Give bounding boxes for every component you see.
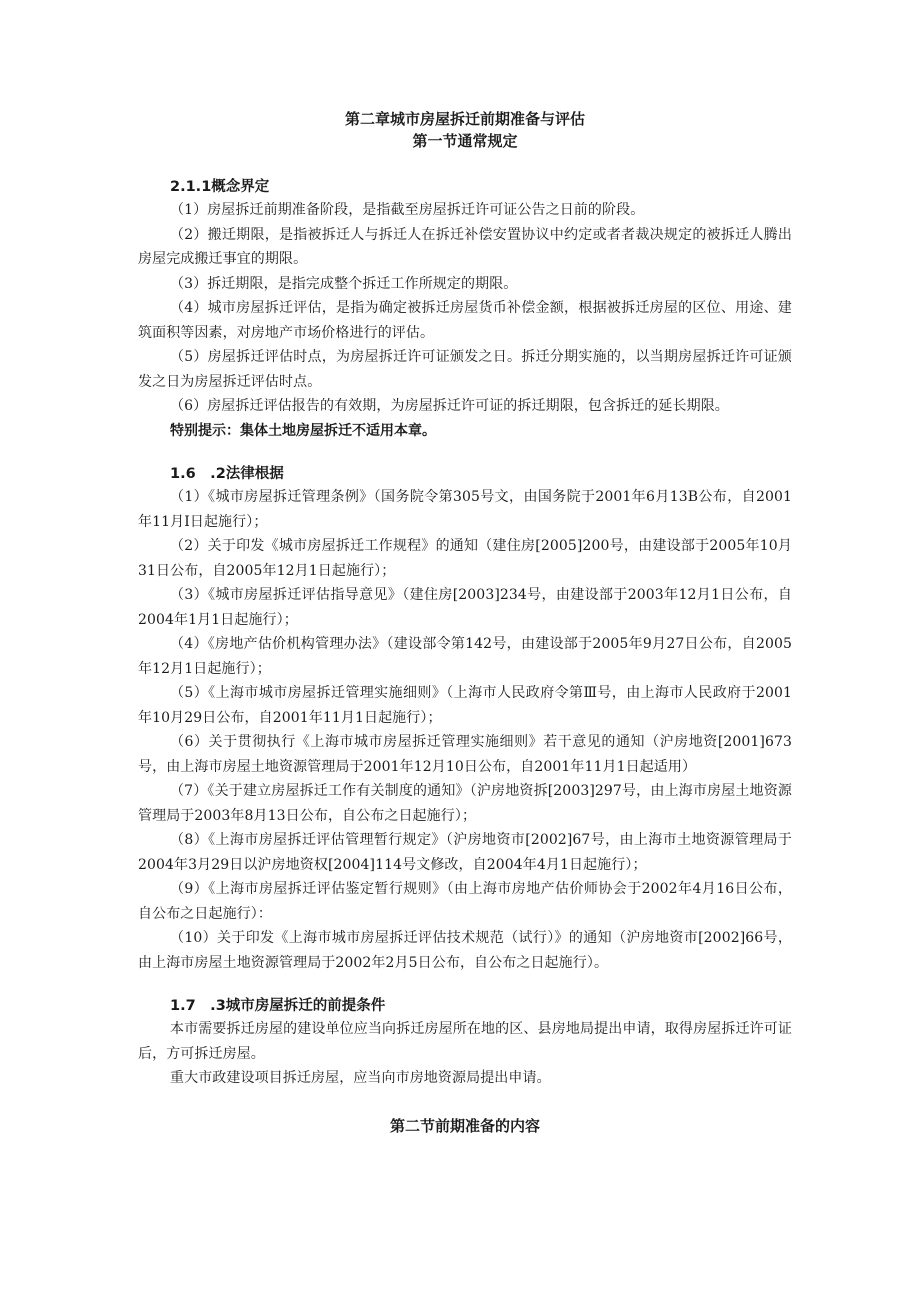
paragraph: （3）拆迁期限，是指完成整个拆迁工作所规定的期限。	[170, 275, 518, 292]
paragraph: （3）《城市房屋拆迁评估指导意见》（建住房[2003]234号，由建设部于2003年12月1日公布，自2004年1月1日起施行）；	[138, 587, 792, 628]
paragraph: （6）关于贯彻执行《上海市城市房屋拆迁管理实施细则》若干意见的通知（沪房地资[2001]673号，由上海市房屋土地资源管理局于2001年12月10日公布，自2001年11月1日起适用）	[138, 734, 792, 775]
special-note: 特别提示：集体土地房屋拆迁不适用本章。	[170, 422, 436, 439]
paragraph: （4）城市房屋拆迁评估，是指为确定被拆迁房屋货币补偿金额，根据被拆迁房屋的区位、用途、建筑面积等因素，对房地产市场价格进行的评估。	[138, 300, 792, 341]
paragraph: （9）《上海市房屋拆迁评估鉴定暂行规则》（由上海市房地产估价师协会于2002年4月16日公布，自公布之日起施行）：	[138, 881, 792, 922]
heading-preconditions: 1.7 .3城市房屋拆迁的前提条件	[170, 998, 386, 1014]
document-page	[138, 108, 792, 1137]
section-title: 第二节前期准备的内容	[389, 1116, 540, 1135]
paragraph: （5）房屋拆迁评估时点，为房屋拆迁许可证颁发之日。拆迁分期实施的，以当期房屋拆迁许可证颁发之日为房屋拆迁评估时点。	[138, 349, 792, 390]
paragraph: （6）房屋拆迁评估报告的有效期，为房屋拆迁许可证的拆迁期限，包含拆迁的延长期限。	[170, 398, 729, 414]
paragraph: （2）关于印发《城市房屋拆迁工作规程》的通知（建住房[2005]200号，由建设部于2005年10月31日公布，自2005年12月1日起施行）；	[138, 538, 792, 579]
heading-legal-basis: 1.6 .2法律根据	[170, 466, 284, 482]
paragraph: （5）《上海市城市房屋拆迁管理实施细则》（上海市人民政府令第Ⅲ号，由上海市人民政府于2001年10月29日公布，自2001年11月1日起施行）；	[138, 685, 792, 726]
section-title: 第一节通常规定	[412, 132, 518, 150]
paragraph: 本市需要拆迁房屋的建设单位应当向拆迁房屋所在地的区、县房地局提出申请，取得房屋拆迁许可证后，方可拆迁房屋。	[138, 1021, 792, 1062]
paragraph: （7）《关于建立房屋拆迁工作有关制度的通知》（沪房地资拆[2003]297号，由上海市房屋土地资源管理局于2003年8月13日公布，自公布之日起施行）；	[138, 783, 792, 824]
paragraph: 重大市政建设项目拆迁房屋，应当向市房地资源局提出申请。	[170, 1070, 551, 1086]
paragraph: （1）《城市房屋拆迁管理条例》（国务院令第305号文，由国务院于2001年6月13B公布，自2001年11月I日起施行）；	[138, 489, 792, 530]
heading-concept-definition: 2.1.1概念界定	[170, 179, 270, 195]
paragraph: （1）房屋拆迁前期准备阶段，是指截至房屋拆迁许可证公告之日前的阶段。	[170, 202, 645, 218]
paragraph: （10）关于印发《上海市城市房屋拆迁评估技术规范（试行）》的通知（沪房地资市[2002]66号，由上海市房屋土地资源管理局于2002年2月5日公布，自公布之日起施行）。	[138, 930, 792, 971]
paragraph: （8）《上海市房屋拆迁评估管理暂行规定》（沪房地资市[2002]67号，由上海市土地资源管理局于2004年3月29日以沪房地资权[2004]114号文修改，自2004年4月1日起施行）；	[138, 832, 792, 873]
chapter-title: 第二章城市房屋拆迁前期准备与评估	[344, 110, 585, 128]
paragraph: （2）搬迁期限，是指被拆迁人与拆迁人在拆迁补偿安置协议中约定或者者裁决规定的被拆迁人腾出房屋完成搬迁事宜的期限。	[138, 226, 792, 267]
paragraph: （4）《房地产估价机构管理办法》（建设部令第142号，由建设部于2005年9月27日公布，自2005年12月1日起施行）；	[138, 636, 792, 677]
